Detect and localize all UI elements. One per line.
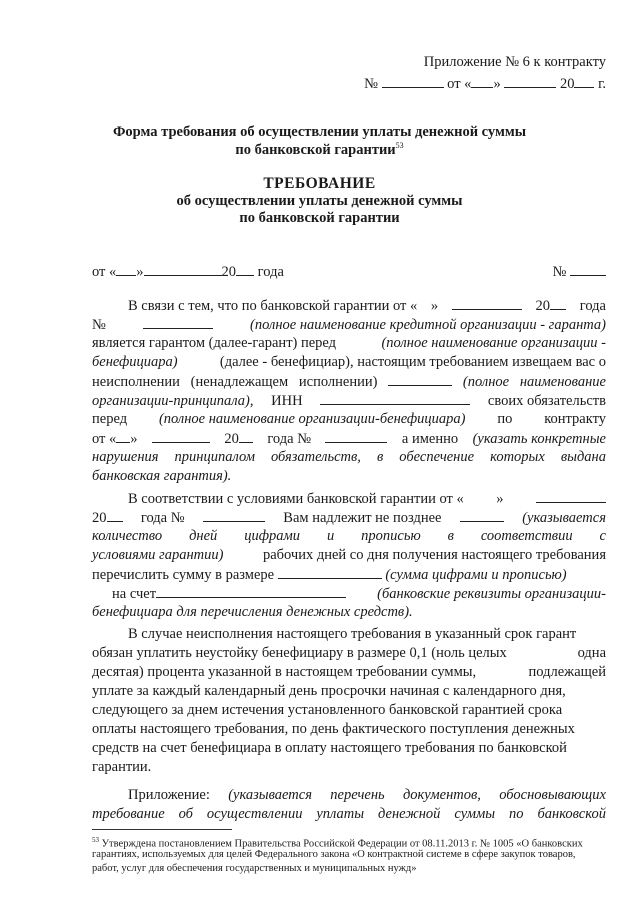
contract-number-blank bbox=[382, 74, 444, 88]
p2-l2a: 20 bbox=[92, 510, 107, 526]
p2-l3g: соответствии bbox=[480, 528, 573, 544]
year-blank bbox=[574, 74, 594, 88]
p1-line2 bbox=[92, 315, 606, 334]
p3-line7 bbox=[92, 739, 606, 758]
p4-l2h: банковской bbox=[537, 806, 606, 822]
p4-l1d: документов, bbox=[402, 787, 481, 803]
from-label: от « bbox=[447, 76, 472, 92]
p4-l2e: денежной bbox=[378, 806, 441, 822]
date-close: » bbox=[136, 264, 144, 280]
p2-blank-month bbox=[536, 489, 606, 503]
p2-l2c: Вам надлежит не позднее bbox=[283, 510, 442, 526]
p1-l8f: (указать конкретные bbox=[472, 431, 606, 447]
p3-line3 bbox=[92, 663, 606, 682]
p3-l5: следующего за днем истечения установленного банковской гарантией срока bbox=[92, 702, 563, 718]
p1-blank-month2 bbox=[152, 429, 210, 443]
p1-blank-year bbox=[550, 296, 566, 310]
p1-line5 bbox=[92, 372, 606, 391]
p1-line4 bbox=[92, 353, 606, 372]
p2-line5 bbox=[92, 565, 606, 584]
doc-number-sign: № bbox=[552, 264, 567, 280]
doc-title bbox=[0, 175, 639, 193]
p4-l1c: перечень bbox=[330, 787, 385, 803]
p1-blank-number bbox=[143, 315, 213, 329]
p1-l6c: своих обязательств bbox=[487, 393, 606, 409]
p1-l10: банковская гарантия). bbox=[92, 468, 232, 484]
p1-l1b: » bbox=[430, 298, 439, 314]
p1-l5c: исполнении) bbox=[298, 374, 378, 390]
p1-l6a: организации-принципала), bbox=[92, 393, 254, 409]
p1-line1 bbox=[128, 296, 606, 315]
number-sign: № bbox=[364, 76, 378, 92]
p1-l5e: наименование bbox=[519, 374, 606, 390]
p2-blank-number bbox=[203, 508, 265, 522]
p1-l3a: является гарантом (далее-гарант) перед bbox=[92, 335, 337, 351]
p3-l1: В случае неисполнения настоящего требования в указанный срок гарант bbox=[128, 626, 577, 642]
footnote-mark: 53 bbox=[395, 141, 404, 150]
date-year: 20 bbox=[221, 264, 237, 280]
p2-l2b: года № bbox=[140, 510, 185, 526]
p1-l5d: (полное bbox=[462, 374, 510, 390]
p1-l4a: бенефициара) bbox=[92, 354, 178, 370]
p1-date-group bbox=[92, 429, 138, 449]
p1-blank-day2 bbox=[116, 429, 130, 443]
p2-line4 bbox=[92, 546, 606, 565]
p3-line8 bbox=[92, 758, 606, 777]
p2-l6b: (банковские реквизиты организации- bbox=[377, 586, 606, 602]
p1-l8d: года № bbox=[267, 431, 312, 447]
date-line bbox=[92, 262, 606, 281]
p2-line7 bbox=[92, 603, 606, 622]
p2-l3e: прописью bbox=[361, 528, 421, 544]
p4-line1 bbox=[128, 786, 606, 805]
p1-line9 bbox=[92, 448, 606, 467]
p2-line3 bbox=[92, 527, 606, 546]
doc-title-text: ТРЕБОВАНИЕ bbox=[263, 175, 376, 192]
form-title-line1 bbox=[0, 124, 639, 141]
doc-number-blank bbox=[570, 262, 606, 276]
month-blank bbox=[504, 74, 556, 88]
date-day-blank bbox=[116, 262, 136, 276]
p2-l4b: рабочих дней со дня получения настоящего требования bbox=[262, 547, 606, 563]
date-god: года bbox=[257, 264, 284, 280]
p3-l4: уплате за каждый календарный день просрочки начиная с календарного дня, bbox=[92, 683, 566, 699]
p2-blank-days bbox=[460, 508, 504, 522]
p1-line8 bbox=[92, 429, 606, 448]
day-blank bbox=[471, 74, 493, 88]
p1-l4b: (далее - бенефициар), настоящим требованием извещаем вас о bbox=[219, 354, 606, 370]
p2-year-group bbox=[92, 508, 123, 528]
p3-l3a: десятая) процента указанной в настоящем требовании суммы, bbox=[92, 664, 477, 680]
p4-l2g: по bbox=[509, 806, 524, 822]
quote-close: » bbox=[493, 76, 501, 92]
p3-l8: гарантии. bbox=[92, 759, 152, 775]
doc-subtitle-line1 bbox=[0, 193, 639, 210]
p1-l1d: года bbox=[579, 298, 606, 314]
p4-l2d: уплаты bbox=[316, 806, 365, 822]
p1-l8b: » bbox=[130, 431, 138, 447]
p1-l2b: (полное наименование кредитной организации - гаранта) bbox=[250, 317, 606, 333]
appendix-text: Приложение № 6 к контракту bbox=[423, 54, 606, 70]
p1-l7c: по bbox=[497, 411, 513, 427]
p1-l8e: а именно bbox=[401, 431, 459, 447]
appendix-label bbox=[424, 54, 606, 71]
p1-year-group bbox=[536, 296, 567, 316]
p4-l1e: обосновывающих bbox=[499, 787, 606, 803]
p1-blank-inn bbox=[320, 391, 470, 405]
p3-l6: оплаты настоящего требования, по день фактического поступления денежных bbox=[92, 721, 575, 737]
p2-blank-year bbox=[107, 508, 123, 522]
p2-l5b: (сумма цифрами и прописью) bbox=[385, 567, 567, 583]
p2-l3c: цифрами bbox=[244, 528, 301, 544]
p3-l3b: подлежащей bbox=[528, 664, 606, 680]
p2-l3f: в bbox=[447, 528, 454, 544]
p3-l7: средств на счет бенефициара в оплату настоящего требования по банковской bbox=[92, 740, 567, 756]
p4-l2c: осуществлении bbox=[206, 806, 303, 822]
p1-l7d: контракту bbox=[544, 411, 606, 427]
footnote-text1: Утверждена постановлением Правительства Российской Федерации от 08.11.2013 г. № 1005 «О банковских bbox=[101, 838, 583, 850]
p3-l2a: обязан уплатить неустойку бенефициару в размере 0,1 (ноль целых bbox=[92, 645, 507, 661]
p1-line6 bbox=[92, 391, 606, 410]
p4-l1a: Приложение: bbox=[128, 787, 210, 803]
footnote-rule bbox=[92, 829, 232, 830]
p2-l2d: (указывается bbox=[522, 510, 606, 526]
doc-subtitle-text2: по банковской гарантии bbox=[239, 210, 400, 226]
p1-l5b: (ненадлежащем bbox=[190, 374, 289, 390]
form-title-line2 bbox=[0, 141, 639, 159]
p4-l2a: требование bbox=[92, 806, 165, 822]
p2-l7: бенефициара для перечисления денежных средств). bbox=[92, 604, 413, 620]
p3-line4 bbox=[92, 682, 606, 701]
p2-l4a: условиями гарантии) bbox=[92, 547, 224, 563]
p2-l3b: дней bbox=[189, 528, 218, 544]
p1-l6b: ИНН bbox=[271, 393, 303, 409]
form-title-text2: по банковской гарантии bbox=[235, 141, 396, 158]
p2-blank-sum bbox=[278, 565, 382, 579]
p2-l3d: и bbox=[326, 528, 335, 544]
p1-line7 bbox=[92, 410, 606, 429]
p3-line5 bbox=[92, 701, 606, 720]
p1-line3 bbox=[92, 334, 606, 353]
footnote-number: 53 bbox=[92, 836, 99, 844]
p3-line1 bbox=[128, 625, 606, 644]
p2-line6 bbox=[112, 584, 606, 603]
p1-l2a: № bbox=[92, 317, 106, 333]
doc-subtitle-text1: об осуществлении уплаты денежной суммы bbox=[176, 193, 463, 209]
p1-l5a: неисполнении bbox=[92, 374, 180, 390]
footnote-text2: гарантиях, используемых для целей Федерального закона «О контрактной системе в сфере закупок товаров, bbox=[92, 849, 576, 860]
p1-l9: нарушения принципалом обязательств, в обеспечение которых выдана bbox=[92, 449, 606, 465]
p1-l8c: 20 bbox=[224, 431, 239, 447]
p1-l8a: от « bbox=[92, 431, 117, 447]
year-suffix: г. bbox=[598, 76, 606, 92]
p1-blank-year2 bbox=[239, 429, 253, 443]
p3-line6 bbox=[92, 720, 606, 739]
p2-line1 bbox=[128, 489, 606, 508]
p4-l2f: суммы bbox=[454, 806, 496, 822]
p1-blank-contract bbox=[325, 429, 387, 443]
p1-l7a: перед bbox=[92, 411, 128, 427]
p1-blank-principal bbox=[388, 372, 452, 386]
p1-year2-group bbox=[224, 429, 253, 449]
form-title-text1: Форма требования об осуществлении уплаты денежной суммы bbox=[112, 124, 527, 140]
p1-l3b: (полное наименование организации - bbox=[381, 335, 606, 351]
p4-l2b: об bbox=[178, 806, 193, 822]
p4-l1b: (указывается bbox=[228, 787, 312, 803]
date-month-blank bbox=[144, 262, 222, 276]
p1-line10 bbox=[92, 467, 606, 486]
footnote-text3: работ, услуг для обеспечения государственных и муниципальных нужд» bbox=[92, 863, 417, 874]
p3-l2b: одна bbox=[577, 645, 606, 661]
p2-l3a: количество bbox=[92, 528, 163, 544]
p2-l6a: на счет bbox=[112, 586, 157, 602]
p3-line2 bbox=[92, 644, 606, 663]
p2-account-group bbox=[112, 584, 346, 604]
p2-line2 bbox=[92, 508, 606, 527]
date-group bbox=[92, 262, 284, 282]
p2-l3h: с bbox=[599, 528, 606, 544]
footnote-line3 bbox=[92, 862, 612, 876]
p1-l1c: 20 bbox=[535, 298, 551, 314]
year-prefix: 20 bbox=[559, 76, 575, 92]
contract-number-line bbox=[364, 74, 606, 93]
p2-l1a: В соответствии с условиями банковской гарантии от « bbox=[128, 491, 464, 507]
p2-blank-account bbox=[156, 584, 346, 598]
doc-subtitle-line2 bbox=[0, 210, 639, 227]
p4-line2 bbox=[92, 805, 606, 824]
doc-number-group bbox=[553, 262, 606, 282]
date-year-blank bbox=[236, 262, 254, 276]
p1-l7b: (полное наименование организации-бенефициара) bbox=[158, 411, 466, 427]
p1-l1a: В связи с тем, что по банковской гарантии от « bbox=[128, 298, 418, 314]
p2-l1b: » bbox=[496, 491, 504, 507]
p1-blank-month bbox=[452, 296, 522, 310]
footnote-line2 bbox=[92, 848, 612, 862]
p2-l5a: перечислить сумму в размере bbox=[92, 567, 275, 583]
date-from: от « bbox=[92, 264, 117, 280]
